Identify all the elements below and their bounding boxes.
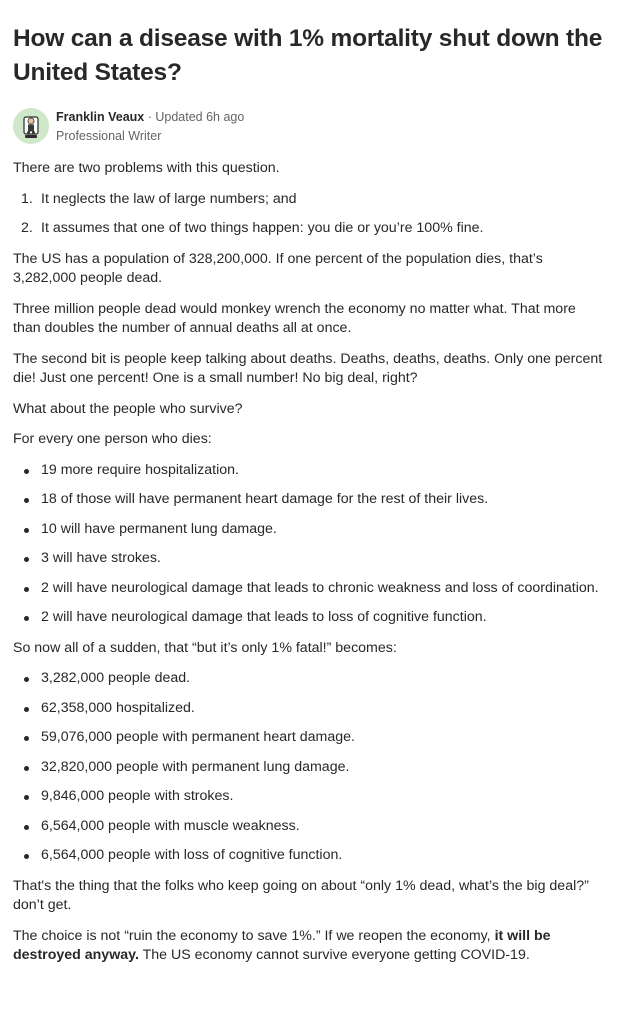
bullet-list bbox=[13, 669, 606, 866]
list-item bbox=[13, 669, 606, 689]
bullet-icon bbox=[24, 557, 29, 562]
bullet-icon bbox=[24, 766, 29, 771]
question-title[interactable]: How can a disease with 1% mortality shut down the United States? bbox=[13, 25, 603, 86]
list-item-text: 62,358,000 hospitalized. bbox=[41, 699, 195, 716]
updated-timestamp[interactable]: Updated 6h ago bbox=[155, 110, 245, 124]
bullet-icon bbox=[24, 707, 29, 712]
list-item-text: 9,846,000 people with strokes. bbox=[41, 788, 234, 804]
bullet-icon bbox=[24, 825, 29, 830]
list-item bbox=[13, 699, 606, 719]
list-item-text: 3 will have strokes. bbox=[41, 550, 161, 566]
answer-body bbox=[13, 159, 606, 966]
list-item bbox=[13, 728, 606, 748]
answer-paragraph: For every one person who dies: bbox=[13, 431, 212, 447]
list-item bbox=[13, 817, 606, 837]
bold-text: it will be destroyed anyway. bbox=[13, 927, 551, 963]
answer-paragraph: There are two problems with this question. bbox=[13, 160, 280, 176]
person-avatar-icon bbox=[13, 108, 49, 144]
list-item-text: 19 more require hospitalization. bbox=[41, 461, 239, 478]
list-item-text: It assumes that one of two things happen: you die or you’re 100% fine. bbox=[41, 220, 484, 236]
list-item bbox=[13, 758, 606, 778]
list-item-text: 18 of those will have permanent heart damage for the rest of their lives. bbox=[41, 491, 489, 507]
answer-paragraph bbox=[13, 927, 606, 966]
bullet-icon bbox=[24, 587, 29, 592]
author-name[interactable]: Franklin Veaux bbox=[56, 110, 145, 124]
bullet-icon bbox=[24, 854, 29, 859]
list-item bbox=[13, 846, 606, 866]
list-item-text: 59,076,000 people with permanent heart damage. bbox=[41, 729, 355, 745]
list-item bbox=[13, 549, 606, 569]
list-item bbox=[13, 608, 606, 628]
bullet-icon bbox=[24, 528, 29, 533]
answer-paragraph: The US has a population of 328,200,000. If one percent of the population dies, that’s 3,282,000 people dead. bbox=[13, 250, 543, 286]
author-row bbox=[13, 105, 606, 144]
list-item-text: 2 will have neurological damage that leads to chronic weakness and loss of coordination. bbox=[41, 579, 599, 596]
author-info bbox=[56, 109, 244, 144]
list-number: 2. bbox=[21, 220, 33, 236]
bullet-icon bbox=[24, 736, 29, 741]
author-separator: · bbox=[147, 110, 152, 124]
bullet-icon bbox=[24, 498, 29, 503]
list-item bbox=[13, 520, 606, 540]
numbered-list bbox=[13, 190, 606, 239]
author-credential[interactable]: Professional Writer bbox=[56, 129, 162, 143]
answer-paragraph: What about the people who survive? bbox=[13, 400, 243, 417]
list-item-text: It neglects the law of large numbers; and bbox=[41, 190, 297, 207]
bullet-icon bbox=[24, 795, 29, 800]
list-item bbox=[13, 190, 606, 210]
answer-paragraph: Three million people dead would monkey wrench the economy no matter what. That more than doubles the number of annual deaths all at once. bbox=[13, 300, 576, 336]
author-line bbox=[56, 109, 244, 125]
list-item-text: 2 will have neurological damage that leads to loss of cognitive function. bbox=[41, 609, 487, 625]
list-item bbox=[13, 219, 606, 239]
list-item-text: 6,564,000 people with muscle weakness. bbox=[41, 817, 300, 834]
list-item-text: 10 will have permanent lung damage. bbox=[41, 520, 277, 537]
answer-paragraph: That's the thing that the folks who keep going on about “only 1% dead, what’s the big deal?” don’t get. bbox=[13, 877, 589, 913]
paragraph-text: The US economy cannot survive everyone getting COVID-19. bbox=[138, 947, 530, 963]
bullet-icon bbox=[24, 616, 29, 621]
answer-paragraph: So now all of a sudden, that “but it’s only 1% fatal!” becomes: bbox=[13, 639, 397, 656]
list-item bbox=[13, 579, 606, 599]
list-number: 1. bbox=[21, 190, 33, 207]
author-avatar[interactable] bbox=[13, 108, 49, 144]
bullet-list bbox=[13, 461, 606, 628]
list-item-text: 6,564,000 people with loss of cognitive function. bbox=[41, 847, 343, 863]
list-item bbox=[13, 787, 606, 807]
list-item-text: 3,282,000 people dead. bbox=[41, 670, 191, 686]
list-item-text: 32,820,000 people with permanent lung damage. bbox=[41, 758, 350, 775]
bullet-icon bbox=[24, 677, 29, 682]
answer-paragraph: The second bit is people keep talking about deaths. Deaths, deaths, deaths. Only one percent die! Just one percent! One is a small number! No big deal, right? bbox=[13, 350, 603, 386]
list-item bbox=[13, 490, 606, 510]
list-item bbox=[13, 461, 606, 481]
bullet-icon bbox=[24, 469, 29, 474]
paragraph-text: The choice is not “ruin the economy to save 1%.” If we reopen the economy, bbox=[13, 927, 495, 944]
